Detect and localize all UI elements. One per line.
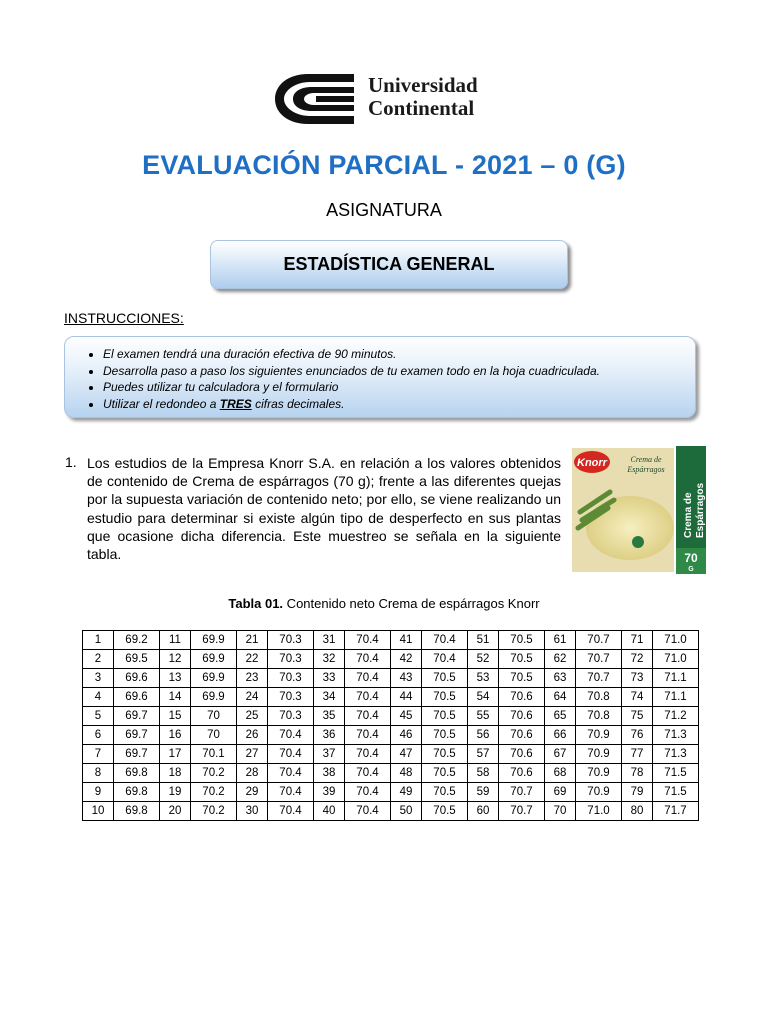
table-cell-value: 70.9 bbox=[576, 764, 622, 783]
table-cell-index: 49 bbox=[391, 783, 422, 802]
table-cell-value: 69.9 bbox=[191, 669, 237, 688]
table-cell-index: 20 bbox=[160, 802, 191, 821]
table-cell-value: 70.5 bbox=[422, 707, 468, 726]
table-cell-value: 70.4 bbox=[345, 631, 391, 650]
table-cell-value: 71.0 bbox=[653, 650, 699, 669]
table-cell-value: 70.1 bbox=[191, 745, 237, 764]
table-cell-value: 71.0 bbox=[653, 631, 699, 650]
table-cell-value: 69.7 bbox=[114, 707, 160, 726]
table-cell-index: 46 bbox=[391, 726, 422, 745]
table-cell-value: 70.4 bbox=[345, 669, 391, 688]
table-cell-index: 30 bbox=[237, 802, 268, 821]
table-cell-index: 61 bbox=[545, 631, 576, 650]
table-row bbox=[83, 650, 699, 669]
table-cell-index: 50 bbox=[391, 802, 422, 821]
table-cell-value: 70.9 bbox=[576, 726, 622, 745]
table-cell-value: 71.3 bbox=[653, 745, 699, 764]
table-cell-index: 48 bbox=[391, 764, 422, 783]
instructions-list bbox=[65, 346, 600, 412]
table-cell-value: 70.5 bbox=[422, 764, 468, 783]
table-cell-value: 70.4 bbox=[422, 650, 468, 669]
university-logo bbox=[272, 70, 502, 130]
table-cell-value: 70.4 bbox=[268, 783, 314, 802]
table-row bbox=[83, 745, 699, 764]
table-cell-value: 70.4 bbox=[268, 802, 314, 821]
university-logo-icon bbox=[272, 70, 356, 128]
table-cell-value: 70.4 bbox=[345, 726, 391, 745]
table-cell-value: 70.6 bbox=[499, 688, 545, 707]
table-cell-index: 62 bbox=[545, 650, 576, 669]
table-cell-value: 70.5 bbox=[422, 688, 468, 707]
table-cell-index: 17 bbox=[160, 745, 191, 764]
table-cell-value: 70.5 bbox=[422, 783, 468, 802]
table-cell-value: 70.4 bbox=[345, 707, 391, 726]
table-cell-index: 4 bbox=[83, 688, 114, 707]
instruction-text: Utilizar el redondeo a bbox=[103, 396, 220, 411]
table-cell-index: 36 bbox=[314, 726, 345, 745]
table-cell-index: 44 bbox=[391, 688, 422, 707]
table-cell-index: 28 bbox=[237, 764, 268, 783]
table-cell-value: 69.2 bbox=[114, 631, 160, 650]
table-cell-value: 70.5 bbox=[422, 726, 468, 745]
table-cell-value: 70.5 bbox=[422, 745, 468, 764]
table-cell-index: 16 bbox=[160, 726, 191, 745]
table-cell-index: 52 bbox=[468, 650, 499, 669]
instruction-item: • El examen tendrá una duración efectiva de 90 minutos. bbox=[103, 346, 600, 363]
soup-bowl bbox=[586, 496, 674, 560]
table-cell-value: 70.4 bbox=[345, 650, 391, 669]
table-cell-value: 69.8 bbox=[114, 802, 160, 821]
table-cell-index: 19 bbox=[160, 783, 191, 802]
knorr-brand: Knorr bbox=[577, 457, 607, 469]
weight-value: 70 bbox=[684, 551, 698, 565]
instruction-item: • Puedes utilizar tu calculadora y el formulario bbox=[103, 379, 600, 396]
table-caption-label: Tabla 01. bbox=[228, 596, 284, 611]
table-cell-index: 9 bbox=[83, 783, 114, 802]
table-cell-index: 74 bbox=[622, 688, 653, 707]
table-cell-value: 70.5 bbox=[499, 669, 545, 688]
table-cell-index: 71 bbox=[622, 631, 653, 650]
table-cell-value: 70.3 bbox=[268, 650, 314, 669]
table-cell-index: 7 bbox=[83, 745, 114, 764]
table-cell-value: 70.4 bbox=[345, 764, 391, 783]
table-row bbox=[83, 707, 699, 726]
table-cell-value: 70.3 bbox=[268, 707, 314, 726]
table-cell-index: 65 bbox=[545, 707, 576, 726]
table-row bbox=[83, 631, 699, 650]
table-cell-index: 29 bbox=[237, 783, 268, 802]
table-cell-value: 69.5 bbox=[114, 650, 160, 669]
table-cell-index: 68 bbox=[545, 764, 576, 783]
table-cell-index: 2 bbox=[83, 650, 114, 669]
table-cell-index: 15 bbox=[160, 707, 191, 726]
table-cell-index: 31 bbox=[314, 631, 345, 650]
table-cell-value: 69.9 bbox=[191, 631, 237, 650]
table-cell-index: 59 bbox=[468, 783, 499, 802]
table-cell-value: 70.4 bbox=[268, 726, 314, 745]
table-cell-value: 71.2 bbox=[653, 707, 699, 726]
table-cell-index: 5 bbox=[83, 707, 114, 726]
table-cell-value: 69.7 bbox=[114, 745, 160, 764]
weight-unit: G bbox=[688, 566, 694, 573]
table-cell-value: 70.6 bbox=[499, 726, 545, 745]
table-cell-index: 35 bbox=[314, 707, 345, 726]
university-name bbox=[368, 74, 478, 120]
table-cell-index: 40 bbox=[314, 802, 345, 821]
table-cell-index: 42 bbox=[391, 650, 422, 669]
table-cell-index: 47 bbox=[391, 745, 422, 764]
table-cell-value: 71.5 bbox=[653, 783, 699, 802]
table-cell-index: 10 bbox=[83, 802, 114, 821]
table-row bbox=[83, 726, 699, 745]
table-cell-value: 70.3 bbox=[268, 669, 314, 688]
exam-title: EVALUACIÓN PARCIAL - 2021 – 0 (G) bbox=[142, 150, 626, 180]
data-table bbox=[82, 630, 699, 821]
instruction-emphasis: TRES bbox=[219, 396, 252, 411]
table-cell-index: 34 bbox=[314, 688, 345, 707]
quality-seal bbox=[632, 536, 644, 548]
instructions-heading: INSTRUCCIONES: bbox=[64, 310, 184, 326]
table-cell-value: 69.8 bbox=[114, 783, 160, 802]
table-cell-value: 70.6 bbox=[499, 764, 545, 783]
table-cell-value: 70.7 bbox=[499, 802, 545, 821]
table-cell-value: 70.4 bbox=[268, 745, 314, 764]
table-cell-index: 12 bbox=[160, 650, 191, 669]
table-cell-value: 70.4 bbox=[422, 631, 468, 650]
table-cell-index: 63 bbox=[545, 669, 576, 688]
side-label-line1: Crema de bbox=[683, 492, 694, 538]
table-cell-index: 25 bbox=[237, 707, 268, 726]
table-cell-index: 60 bbox=[468, 802, 499, 821]
table-cell-value: 70 bbox=[191, 726, 237, 745]
university-name-line2: Continental bbox=[368, 96, 475, 120]
data-table-body bbox=[83, 631, 699, 821]
table-cell-index: 14 bbox=[160, 688, 191, 707]
table-cell-index: 57 bbox=[468, 745, 499, 764]
table-cell-index: 73 bbox=[622, 669, 653, 688]
table-cell-index: 38 bbox=[314, 764, 345, 783]
table-cell-value: 70.3 bbox=[268, 631, 314, 650]
table-cell-index: 45 bbox=[391, 707, 422, 726]
table-cell-index: 32 bbox=[314, 650, 345, 669]
table-cell-index: 54 bbox=[468, 688, 499, 707]
subject-label: ASIGNATURA bbox=[326, 200, 442, 220]
table-cell-index: 37 bbox=[314, 745, 345, 764]
table-cell-value: 70.4 bbox=[345, 802, 391, 821]
table-cell-value: 70.2 bbox=[191, 783, 237, 802]
table-cell-index: 51 bbox=[468, 631, 499, 650]
table-cell-index: 72 bbox=[622, 650, 653, 669]
table-cell-index: 11 bbox=[160, 631, 191, 650]
table-cell-index: 39 bbox=[314, 783, 345, 802]
table-cell-index: 24 bbox=[237, 688, 268, 707]
table-cell-value: 69.9 bbox=[191, 650, 237, 669]
table-cell-index: 23 bbox=[237, 669, 268, 688]
table-cell-index: 53 bbox=[468, 669, 499, 688]
table-cell-value: 70.4 bbox=[268, 764, 314, 783]
table-cell-index: 13 bbox=[160, 669, 191, 688]
table-row bbox=[83, 669, 699, 688]
table-cell-index: 80 bbox=[622, 802, 653, 821]
table-cell-value: 70.7 bbox=[576, 669, 622, 688]
table-cell-value: 70.8 bbox=[576, 707, 622, 726]
table-cell-value: 70.7 bbox=[499, 783, 545, 802]
table-cell-value: 69.6 bbox=[114, 669, 160, 688]
table-cell-value: 71.1 bbox=[653, 669, 699, 688]
table-cell-value: 71.1 bbox=[653, 688, 699, 707]
table-cell-index: 1 bbox=[83, 631, 114, 650]
table-cell-value: 70.5 bbox=[422, 669, 468, 688]
subject-name-box bbox=[210, 240, 568, 289]
table-cell-index: 3 bbox=[83, 669, 114, 688]
table-cell-index: 58 bbox=[468, 764, 499, 783]
table-cell-value: 71.7 bbox=[653, 802, 699, 821]
table-cell-index: 56 bbox=[468, 726, 499, 745]
table-cell-index: 70 bbox=[545, 802, 576, 821]
table-cell-index: 26 bbox=[237, 726, 268, 745]
table-cell-value: 70.4 bbox=[345, 745, 391, 764]
table-cell-value: 70.5 bbox=[499, 650, 545, 669]
table-cell-value: 70.6 bbox=[499, 745, 545, 764]
table-cell-value: 70.5 bbox=[422, 802, 468, 821]
table-cell-index: 75 bbox=[622, 707, 653, 726]
table-cell-value: 69.9 bbox=[191, 688, 237, 707]
question-number: 1. bbox=[65, 454, 77, 470]
table-cell-index: 77 bbox=[622, 745, 653, 764]
table-cell-value: 70.5 bbox=[499, 631, 545, 650]
table-cell-value: 71.3 bbox=[653, 726, 699, 745]
package-label-line1: Crema de bbox=[630, 455, 662, 464]
table-cell-index: 66 bbox=[545, 726, 576, 745]
table-row bbox=[83, 688, 699, 707]
instruction-text: cifras decimales. bbox=[251, 396, 345, 411]
subject-name: ESTADÍSTICA GENERAL bbox=[283, 254, 495, 274]
table-cell-index: 76 bbox=[622, 726, 653, 745]
university-name-line1: Universidad bbox=[368, 73, 478, 97]
table-cell-value: 70.3 bbox=[268, 688, 314, 707]
table-cell-value: 70.4 bbox=[345, 783, 391, 802]
table-row bbox=[83, 783, 699, 802]
table-cell-value: 70.9 bbox=[576, 783, 622, 802]
side-label-line2: Espárragos bbox=[695, 482, 706, 538]
table-cell-index: 21 bbox=[237, 631, 268, 650]
table-cell-index: 78 bbox=[622, 764, 653, 783]
table-cell-value: 69.7 bbox=[114, 726, 160, 745]
table-cell-index: 67 bbox=[545, 745, 576, 764]
table-cell-index: 79 bbox=[622, 783, 653, 802]
table-cell-index: 55 bbox=[468, 707, 499, 726]
table-cell-value: 70.8 bbox=[576, 688, 622, 707]
table-cell-index: 64 bbox=[545, 688, 576, 707]
table-cell-index: 69 bbox=[545, 783, 576, 802]
table-cell-index: 22 bbox=[237, 650, 268, 669]
table-cell-value: 70.7 bbox=[576, 631, 622, 650]
table-cell-value: 70.7 bbox=[576, 650, 622, 669]
instruction-item bbox=[103, 396, 600, 413]
table-cell-index: 33 bbox=[314, 669, 345, 688]
table-cell-index: 8 bbox=[83, 764, 114, 783]
table-cell-index: 43 bbox=[391, 669, 422, 688]
table-cell-index: 6 bbox=[83, 726, 114, 745]
instruction-item: • Desarrolla paso a paso los siguientes enunciados de tu examen todo en la hoja cuadriculada. bbox=[103, 363, 600, 380]
table-cell-value: 70.6 bbox=[499, 707, 545, 726]
table-cell-value: 71.0 bbox=[576, 802, 622, 821]
table-caption bbox=[0, 596, 768, 611]
table-caption-text: Contenido neto Crema de espárragos Knorr bbox=[283, 596, 540, 611]
table-cell-value: 69.6 bbox=[114, 688, 160, 707]
instructions-box bbox=[64, 336, 696, 418]
knorr-product-image bbox=[572, 446, 706, 574]
question-text: Los estudios de la Empresa Knorr S.A. en relación a los valores obtenidos de contenido de Crema de espárragos (70 g); frente a las diferentes quejas por la supuesta variación de contenido neto; por ello, se viene realizando un estudio para determinar si existe algún tipo de desperfecto en sus plantas que ocasione dicha diferencia. Este muestreo se señala en la siguiente tabla. bbox=[87, 455, 561, 563]
table-cell-index: 41 bbox=[391, 631, 422, 650]
table-cell-value: 70.4 bbox=[345, 688, 391, 707]
table-row bbox=[83, 764, 699, 783]
table-cell-index: 18 bbox=[160, 764, 191, 783]
table-cell-value: 70.2 bbox=[191, 764, 237, 783]
table-cell-index: 27 bbox=[237, 745, 268, 764]
table-cell-value: 70.2 bbox=[191, 802, 237, 821]
table-cell-value: 69.8 bbox=[114, 764, 160, 783]
table-row bbox=[83, 802, 699, 821]
table-cell-value: 71.5 bbox=[653, 764, 699, 783]
package-label-line2: Espárragos bbox=[627, 465, 665, 474]
table-cell-value: 70.9 bbox=[576, 745, 622, 764]
table-cell-value: 70 bbox=[191, 707, 237, 726]
